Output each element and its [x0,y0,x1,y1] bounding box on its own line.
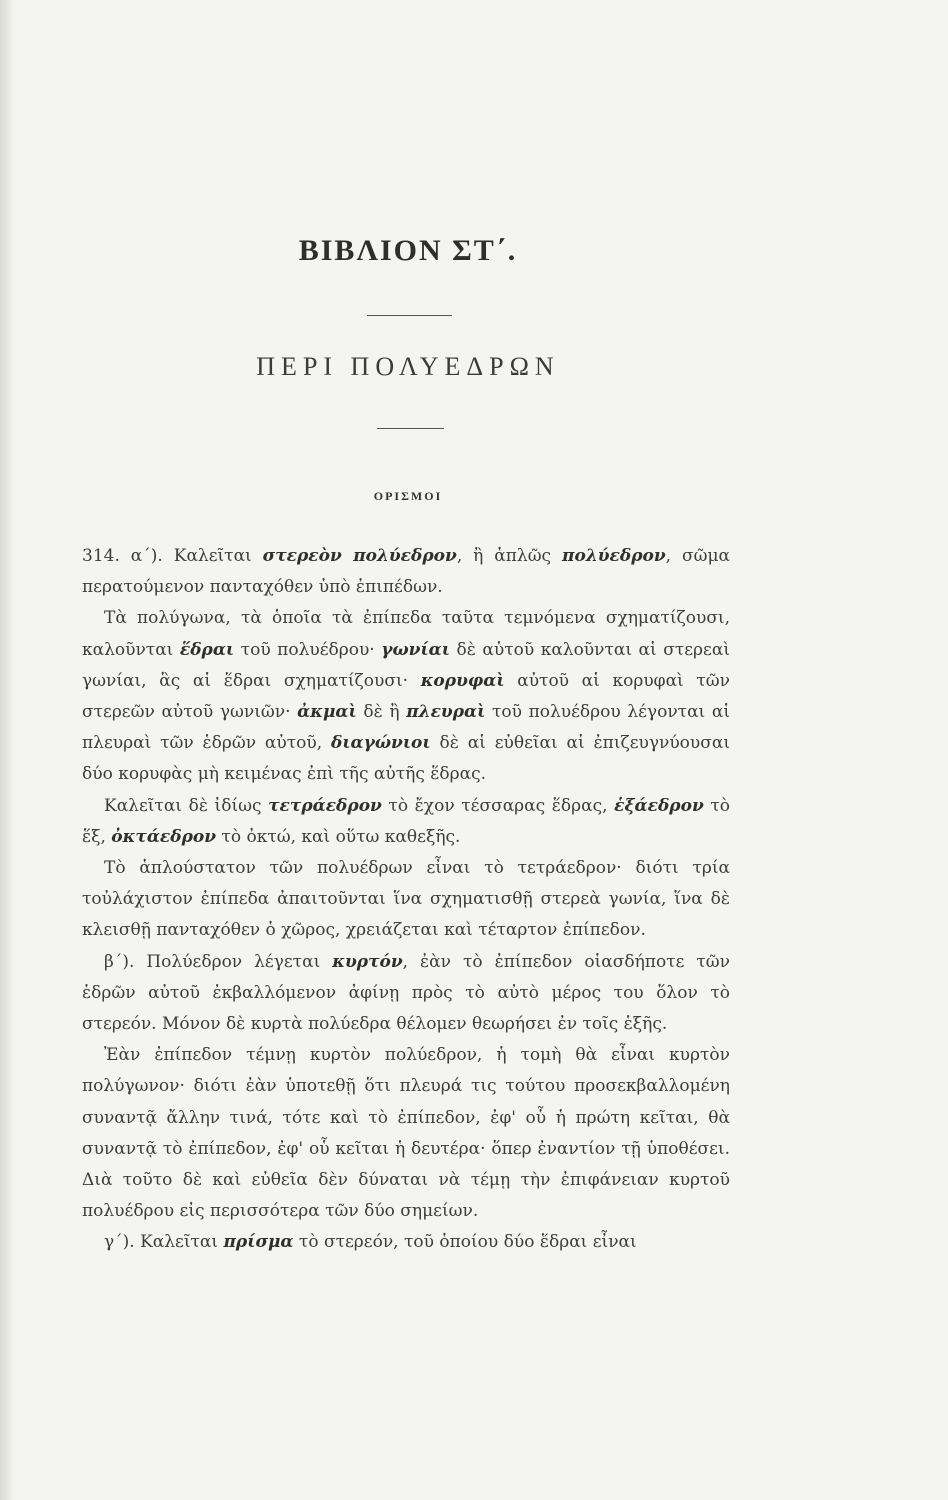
term: ἑξάεδρον [614,795,704,816]
definitions-heading: ΟΡΙΣΜΟΙ [373,489,443,503]
section-title: ΠΕΡΙ ΠΟΛΥΕΔΡΩΝ [256,352,560,381]
paragraph-314-alpha: 314. α΄). Καλεῖται στερεὸν πολύεδρον, ἢ ἁπλῶς πολύεδρον, σῶμα περατούμενον πανταχόθεν ὑπὸ ἐπιπέδων. [82,546,730,598]
paragraph-beta-convex: β΄). Πολύεδρον λέγεται κυρτόν, ἐὰν τὸ ἐπίπεδον οἱασδήποτε τῶν ἑδρῶν αὐτοῦ ἐκβαλλόμενον ἀφίνῃ πρὸς τὸ αὐτὸ μέρος του ὅλον τὸ στερεόν. Μόνον δὲ κυρτὰ πολύεδρα θέλομεν θεωρήσει ἐν τοῖς ἑξῆς. [82,951,730,1035]
term: ὀκτάεδρον [111,826,217,847]
paragraph-faces-definition: Τὰ πολύγωνα, τὰ ὁποῖα τὰ ἐπίπεδα ταῦτα τεμνόμενα σχηματίζουσι, καλοῦνται ἕδραι τοῦ πολυέδρου· γωνίαι δὲ αὐτοῦ καλοῦνται αἱ στερεαὶ γωνίαι, ἃς αἱ ἕδραι σχηματίζουσι· κορυφαὶ αὐτοῦ αἱ κορυφαὶ τῶν στερεῶν αὐτοῦ γωνιῶν· ἀκμαὶ δὲ ἢ πλευραὶ τοῦ πολυέδρου λέγονται αἱ πλευραὶ τῶν ἑδρῶν αὐτοῦ, διαγώνιοι δὲ αἱ εὐθεῖαι αἱ ἐπιζευγνύουσαι δύο κορυφὰς μὴ κειμένας ἐπὶ τῆς αὐτῆς ἕδρας. [82,608,731,785]
term: πρίσμα [223,1232,294,1253]
paragraph-tetrahedron-names: Καλεῖται δὲ ἰδίως τετράεδρον τὸ ἔχον τέσσαρας ἕδρας, ἑξάεδρον τὸ ἕξ, ὀκτάεδρον τὸ ὀκτώ, καὶ οὕτω καθεξῆς. [82,795,730,847]
term: τετράεδρον [268,795,382,816]
book-title: ΒΙΒΛΙΟΝ ΣΤ΄. [298,234,518,267]
body-text [82,541,730,1259]
paragraph-simplest-polyhedron: Τὸ ἁπλούστατον τῶν πολυέδρων εἶναι τὸ τετράεδρον· διότι τρία τοὐλάχιστον ἐπίπεδα ἀπαιτοῦνται ἵνα σχηματισθῇ στερεὰ γωνία, ἵνα δὲ κλεισθῇ πανταχόθεν ὁ χῶρος, χρειάζεται καὶ τέταρτον ἐπίπεδον. [82,858,730,941]
paragraph-gamma-prism: γ΄). Καλεῖται πρίσμα τὸ στερεόν, τοῦ ὁποίου δύο ἕδραι εἶναι [104,1232,637,1253]
term: στερεὸν πολύεδρον [262,546,457,566]
term: κορυφαὶ [420,670,505,691]
term: γωνίαι [381,639,450,660]
term: κυρτόν [332,951,403,972]
term: πολύεδρον [562,546,666,566]
term: ἕδραι [179,639,235,660]
section-divider-rule [377,428,444,429]
term: πλευραὶ [406,702,486,723]
term: ἀκμαὶ [297,702,357,723]
paragraph-convex-section: Ἐὰν ἐπίπεδον τέμνῃ κυρτὸν πολύεδρον, ἡ τομὴ θὰ εἶναι κυρτὸν πολύγωνον· διότι ἐὰν ὑποτεθῇ ὅτι πλευρά τις τούτου προσεκβαλλομένη συναντᾷ ἄλλην τινά, τότε καὶ τὸ ἐπίπεδον, ἐφ' οὗ ἡ πρώτη κεῖται, θὰ συναντᾷ τὸ ἐπίπεδον, ἐφ' οὗ κεῖται ἡ δευτέρα· ὅπερ ἐναντίον τῇ ὑποθέσει. Διὰ τοῦτο δὲ καὶ εὐθεῖα δὲν δύναται νὰ τέμῃ τὴν ἐπιφάνειαν κυρτοῦ πολυέδρου εἰς περισσότερα τῶν δύο σημείων. [82,1045,730,1222]
page-spine-shadow [0,0,14,1500]
title-divider-rule [367,315,452,316]
term: διαγώνιοι [330,733,431,754]
